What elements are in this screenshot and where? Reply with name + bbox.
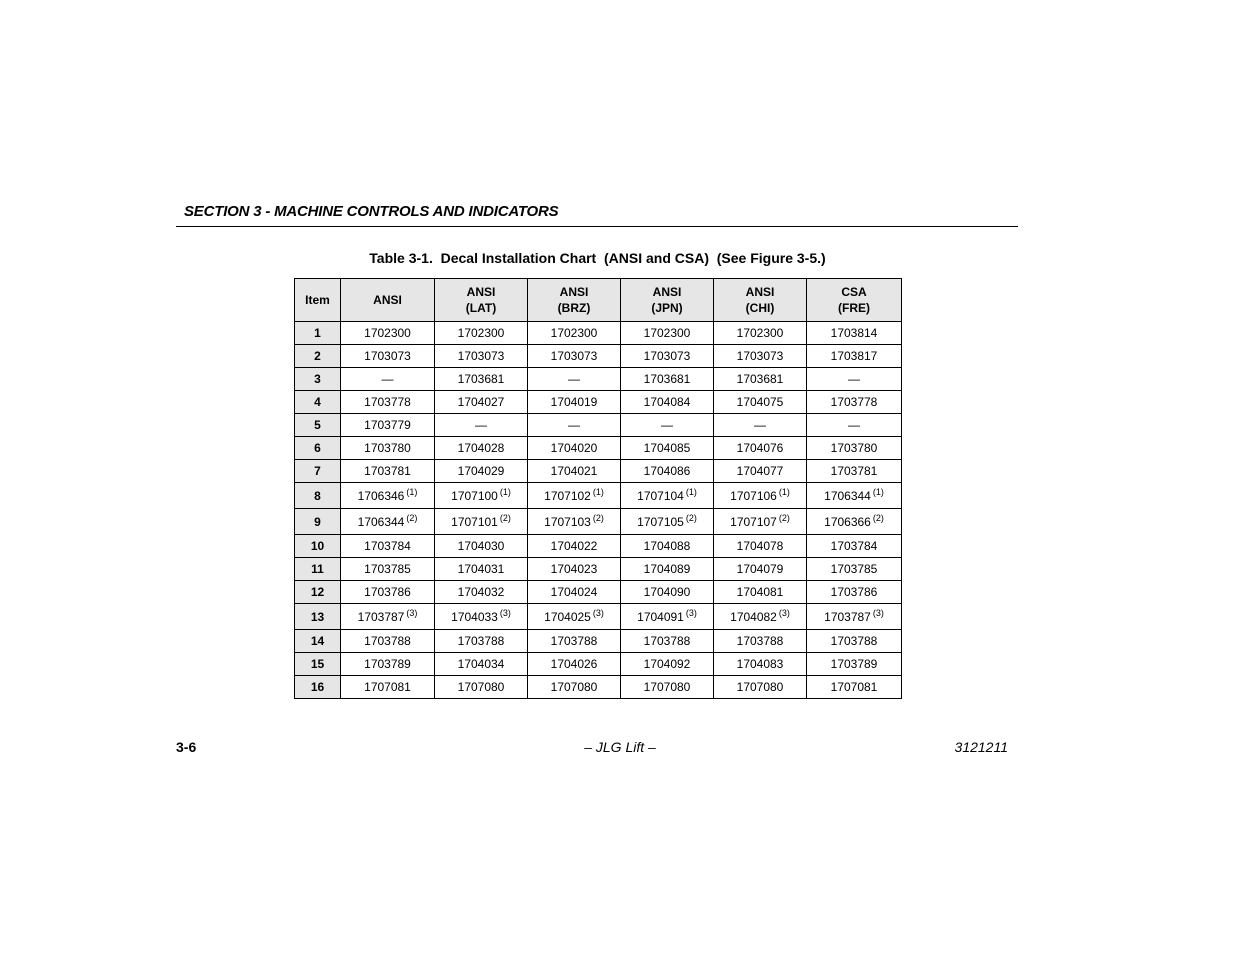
header-rule: [176, 226, 1018, 227]
column-header-label: (BRZ): [557, 301, 591, 315]
part-number-cell: [807, 558, 902, 581]
part-number: 1703785: [830, 562, 878, 576]
footnote-marker: (1): [406, 486, 418, 497]
part-number-cell: [621, 483, 714, 509]
part-number-cell: [435, 581, 528, 604]
part-number: 1703787: [357, 609, 405, 624]
part-number-cell: [528, 368, 621, 391]
part-number-cell: [621, 345, 714, 368]
part-number-cell: [807, 414, 902, 437]
part-number-cell: [714, 558, 807, 581]
item-number: 3: [295, 368, 341, 391]
part-number: 1707103: [544, 514, 591, 529]
part-number-cell: [528, 653, 621, 676]
part-number: 1703778: [364, 395, 411, 409]
part-number-cell: [528, 322, 621, 345]
part-number-cell: [714, 483, 807, 509]
part-number-cell: [528, 437, 621, 460]
part-number: 1703681: [643, 372, 691, 386]
table-row: [295, 558, 902, 581]
part-number-cell: [807, 653, 902, 676]
item-number: 13: [295, 604, 341, 630]
part-number: 1706344: [357, 514, 405, 529]
part-number: 1703788: [736, 634, 784, 648]
item-number: 9: [295, 509, 341, 535]
part-number: 1704025: [544, 609, 591, 624]
part-number: 1706344: [824, 488, 871, 503]
part-number-cell: [714, 368, 807, 391]
part-number: 1704021: [550, 464, 598, 478]
part-number-cell: [714, 604, 807, 630]
table-row: [295, 535, 902, 558]
part-number-cell: [807, 345, 902, 368]
footnote-marker: (2): [872, 512, 884, 523]
part-number-cell: [621, 558, 714, 581]
part-number: 1707100: [451, 488, 498, 503]
part-number: 1702300: [364, 326, 411, 340]
part-number-cell: [435, 558, 528, 581]
part-number-cell: [341, 322, 435, 345]
table-row: [295, 391, 902, 414]
part-number-cell: [621, 630, 714, 653]
part-number: 1703780: [830, 441, 878, 455]
part-number-cell: [714, 676, 807, 699]
part-number: 1703789: [364, 657, 411, 671]
part-number: 1704032: [457, 585, 505, 599]
part-number-cell: [435, 322, 528, 345]
part-number: 1707081: [364, 680, 411, 694]
footnote-marker: (3): [778, 607, 790, 618]
section-header: SECTION 3 - MACHINE CONTROLS AND INDICATORS: [184, 203, 559, 220]
part-number: 1704088: [643, 539, 691, 553]
column-header-label: ANSI: [373, 293, 402, 307]
part-number-cell: [435, 414, 528, 437]
part-number-cell: [435, 509, 528, 535]
part-number-cell: [435, 460, 528, 483]
item-number: 4: [295, 391, 341, 414]
part-number-cell: [621, 322, 714, 345]
part-number: 1703780: [364, 441, 411, 455]
part-number: 1703778: [830, 395, 878, 409]
part-number-cell: [621, 437, 714, 460]
part-number: 1706346: [357, 488, 405, 503]
part-number-cell: [714, 391, 807, 414]
part-number-cell: [435, 535, 528, 558]
footnote-marker: (1): [685, 486, 697, 497]
part-number: 1707080: [550, 680, 598, 694]
part-number-cell: [807, 509, 902, 535]
part-number-cell: [435, 391, 528, 414]
part-number-cell: [435, 345, 528, 368]
part-number-cell: [807, 676, 902, 699]
part-number: 1703073: [364, 349, 411, 363]
part-number: 1703073: [457, 349, 505, 363]
part-number-cell: [341, 581, 435, 604]
part-number-cell: [714, 535, 807, 558]
part-number-cell: [341, 558, 435, 581]
part-number: 1703814: [830, 326, 878, 340]
item-number: 16: [295, 676, 341, 699]
part-number-cell: [528, 460, 621, 483]
part-number-cell: [341, 391, 435, 414]
part-number-cell: [528, 414, 621, 437]
part-number: 1703784: [364, 539, 411, 553]
part-number: 1703073: [550, 349, 598, 363]
part-number: 1703781: [830, 464, 878, 478]
footnote-marker: (3): [872, 607, 884, 618]
part-number: 1704034: [457, 657, 505, 671]
table-row: [295, 322, 902, 345]
footnote-marker: (3): [406, 607, 418, 618]
column-header: [528, 279, 621, 322]
part-number: 1703788: [550, 634, 598, 648]
table-row: [295, 414, 902, 437]
footnote-marker: (2): [592, 512, 604, 523]
column-header-label: (FRE): [838, 301, 870, 315]
part-number: 1703786: [364, 585, 411, 599]
part-number: 1704081: [736, 585, 784, 599]
footnote-marker: (2): [685, 512, 697, 523]
part-number-cell: [807, 535, 902, 558]
column-header: [714, 279, 807, 322]
part-number-cell: [714, 414, 807, 437]
part-number-cell: [807, 581, 902, 604]
part-number: 1703789: [830, 657, 878, 671]
table-row: [295, 460, 902, 483]
part-number: 1704077: [736, 464, 784, 478]
table-header: [295, 279, 902, 322]
part-number: 1707106: [730, 488, 777, 503]
item-number: 11: [295, 558, 341, 581]
page-number: 3-6: [176, 739, 197, 755]
part-number: 1703681: [457, 372, 505, 386]
part-number-cell: [807, 460, 902, 483]
table-body: [295, 322, 902, 699]
table-row: [295, 345, 902, 368]
part-number: 1703781: [364, 464, 411, 478]
footnote-marker: (1): [499, 486, 511, 497]
part-number: 1704023: [550, 562, 598, 576]
part-number-cell: [714, 460, 807, 483]
part-number-cell: [714, 345, 807, 368]
column-header-label: (CHI): [745, 301, 775, 315]
part-number: 1704075: [736, 395, 784, 409]
part-number: 1704085: [643, 441, 691, 455]
item-number: 1: [295, 322, 341, 345]
part-number-cell: [714, 322, 807, 345]
part-number-cell: [341, 509, 435, 535]
part-number: 1703073: [643, 349, 691, 363]
part-number: 1704019: [550, 395, 598, 409]
column-header-label: ANSI: [559, 285, 589, 299]
part-number-cell: [714, 437, 807, 460]
part-number: 1704078: [736, 539, 784, 553]
part-number: 1707080: [736, 680, 784, 694]
footnote-marker: (1): [872, 486, 884, 497]
part-number: 1707080: [457, 680, 505, 694]
column-header: [295, 279, 341, 322]
table-row: [295, 653, 902, 676]
part-number: 1703784: [830, 539, 878, 553]
part-number: 1704076: [736, 441, 784, 455]
part-number-cell: [341, 630, 435, 653]
part-number-cell: [341, 368, 435, 391]
part-number-cell: [341, 604, 435, 630]
part-number-cell: [435, 604, 528, 630]
column-header-label: (LAT): [465, 301, 497, 315]
part-number-cell: [341, 345, 435, 368]
part-number-cell: [528, 558, 621, 581]
part-number-cell: [807, 483, 902, 509]
part-number: 1704031: [457, 562, 505, 576]
part-number: 1703788: [364, 634, 411, 648]
part-number-cell: [807, 630, 902, 653]
part-number: 1704083: [736, 657, 784, 671]
part-number: 1707104: [637, 488, 684, 503]
part-number: —: [568, 372, 580, 386]
part-number-cell: [807, 604, 902, 630]
part-number: 1702300: [643, 326, 691, 340]
part-number: 1704022: [550, 539, 598, 553]
part-number: 1703073: [736, 349, 784, 363]
part-number: 1704024: [550, 585, 598, 599]
part-number-cell: [341, 437, 435, 460]
part-number: 1702300: [736, 326, 784, 340]
item-number: 5: [295, 414, 341, 437]
table-row: [295, 581, 902, 604]
part-number-cell: [714, 653, 807, 676]
column-header: [435, 279, 528, 322]
column-header-label: ANSI: [466, 285, 496, 299]
header-row: [295, 279, 902, 322]
part-number: —: [661, 418, 673, 432]
part-number-cell: [621, 391, 714, 414]
part-number: 1704086: [643, 464, 691, 478]
part-number-cell: [435, 368, 528, 391]
part-number-cell: [341, 535, 435, 558]
part-number: —: [475, 418, 487, 432]
item-number: 10: [295, 535, 341, 558]
part-number-cell: [341, 653, 435, 676]
column-header: [341, 279, 435, 322]
part-number: 1703788: [457, 634, 505, 648]
part-number-cell: [807, 391, 902, 414]
part-number: 1704090: [643, 585, 691, 599]
part-number-cell: [714, 581, 807, 604]
part-number-cell: [528, 630, 621, 653]
document-number: 3121211: [954, 739, 1008, 755]
part-number: 1702300: [550, 326, 598, 340]
item-number: 14: [295, 630, 341, 653]
table-row: [295, 509, 902, 535]
column-header: [807, 279, 902, 322]
part-number-cell: [621, 653, 714, 676]
part-number-cell: [528, 604, 621, 630]
column-header-label: ANSI: [745, 285, 775, 299]
part-number: 1707081: [830, 680, 878, 694]
column-header-label: ANSI: [652, 285, 682, 299]
part-number-cell: [714, 509, 807, 535]
part-number-cell: [341, 483, 435, 509]
part-number-cell: [807, 368, 902, 391]
column-header-label: (JPN): [651, 301, 683, 315]
part-number: 1706366: [824, 514, 871, 529]
part-number-cell: [807, 437, 902, 460]
table-row: [295, 437, 902, 460]
part-number: 1704030: [457, 539, 505, 553]
decal-installation-table: [294, 278, 902, 699]
item-number: 7: [295, 460, 341, 483]
part-number-cell: [341, 676, 435, 699]
part-number-cell: [621, 535, 714, 558]
part-number-cell: [528, 676, 621, 699]
part-number-cell: [528, 483, 621, 509]
part-number-cell: [435, 676, 528, 699]
item-number: 2: [295, 345, 341, 368]
part-number: —: [568, 418, 580, 432]
part-number-cell: [528, 391, 621, 414]
item-number: 8: [295, 483, 341, 509]
part-number: 1707105: [637, 514, 684, 529]
part-number: 1704084: [643, 395, 691, 409]
part-number: 1704026: [550, 657, 598, 671]
table-row: [295, 368, 902, 391]
footnote-marker: (3): [499, 607, 511, 618]
part-number: —: [381, 372, 394, 386]
part-number-cell: [621, 414, 714, 437]
item-number: 15: [295, 653, 341, 676]
part-number-cell: [435, 483, 528, 509]
part-number-cell: [528, 535, 621, 558]
footnote-marker: (2): [499, 512, 511, 523]
part-number: —: [754, 418, 766, 432]
part-number-cell: [528, 345, 621, 368]
column-header: [621, 279, 714, 322]
part-number: 1704028: [457, 441, 505, 455]
part-number-cell: [621, 368, 714, 391]
part-number-cell: [341, 414, 435, 437]
part-number: 1704092: [643, 657, 691, 671]
item-number: 6: [295, 437, 341, 460]
column-header-label: Item: [305, 293, 330, 307]
part-number: —: [848, 418, 860, 432]
part-number-cell: [435, 653, 528, 676]
table-row: [295, 604, 902, 630]
part-number: 1704091: [637, 609, 684, 624]
table-title: Table 3-1. Decal Installation Chart (ANSI and CSA) (See Figure 3-5.): [369, 250, 826, 266]
part-number: 1704029: [457, 464, 505, 478]
part-number: 1704033: [451, 609, 498, 624]
part-number: 1703779: [364, 418, 411, 432]
part-number-cell: [341, 460, 435, 483]
footnote-marker: (2): [778, 512, 790, 523]
part-number-cell: [621, 460, 714, 483]
part-number-cell: [435, 630, 528, 653]
footnote-marker: (3): [592, 607, 604, 618]
part-number-cell: [435, 437, 528, 460]
part-number-cell: [621, 676, 714, 699]
part-number: 1704089: [643, 562, 691, 576]
part-number-cell: [621, 509, 714, 535]
footnote-marker: (1): [778, 486, 790, 497]
part-number: 1702300: [457, 326, 505, 340]
part-number: 1703786: [830, 585, 878, 599]
part-number-cell: [528, 509, 621, 535]
part-number: 1707102: [544, 488, 591, 503]
part-number-cell: [807, 322, 902, 345]
footnote-marker: (3): [685, 607, 697, 618]
footer-brand: – JLG Lift –: [584, 739, 656, 755]
part-number: 1703817: [830, 349, 878, 363]
part-number-cell: [621, 581, 714, 604]
part-number-cell: [714, 630, 807, 653]
table-row: [295, 630, 902, 653]
part-number: 1703788: [643, 634, 691, 648]
column-header-label: CSA: [841, 285, 867, 299]
part-number: 1707080: [643, 680, 691, 694]
part-number: 1704020: [550, 441, 598, 455]
part-number-cell: [621, 604, 714, 630]
table-row: [295, 483, 902, 509]
part-number: 1703785: [364, 562, 411, 576]
part-number: 1707107: [730, 514, 777, 529]
part-number: 1703681: [736, 372, 784, 386]
part-number: 1703787: [824, 609, 871, 624]
footnote-marker: (1): [592, 486, 604, 497]
table-row: [295, 676, 902, 699]
item-number: 12: [295, 581, 341, 604]
part-number-cell: [528, 581, 621, 604]
footnote-marker: (2): [406, 512, 418, 523]
part-number: 1707101: [451, 514, 498, 529]
part-number: —: [848, 372, 860, 386]
part-number: 1704027: [457, 395, 505, 409]
part-number: 1703788: [830, 634, 878, 648]
part-number: 1704082: [730, 609, 777, 624]
part-number: 1704079: [736, 562, 784, 576]
